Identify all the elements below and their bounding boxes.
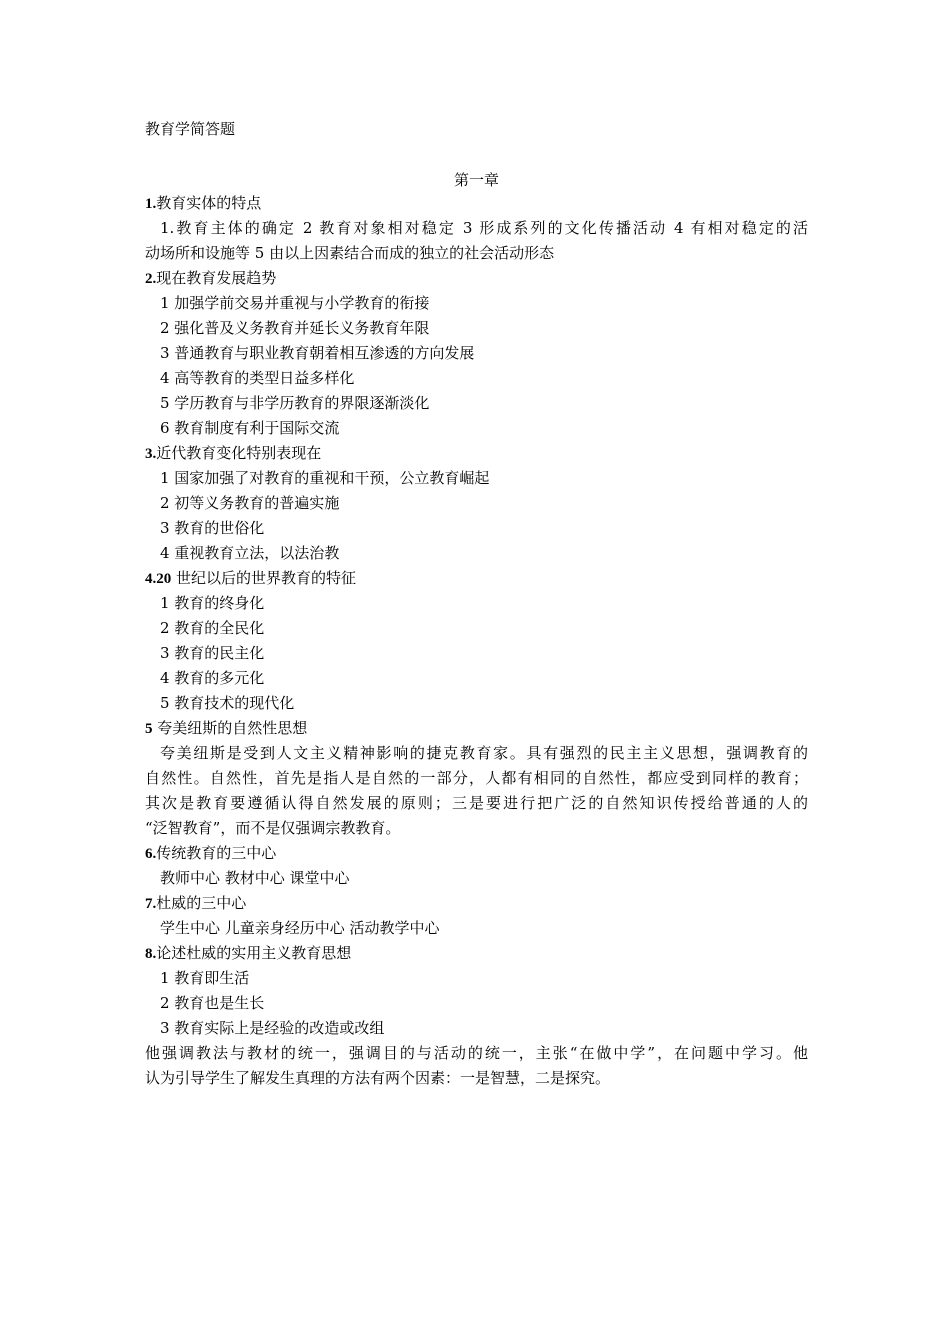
section-title: 夸美纽斯的自然性思想 bbox=[152, 719, 308, 737]
section-number: 7. bbox=[145, 896, 157, 912]
section-title: 论述杜威的实用主义教育思想 bbox=[156, 944, 352, 962]
section-heading bbox=[145, 191, 808, 216]
paragraph-line: 教师中心 教材中心 课堂中心 bbox=[160, 869, 350, 887]
section-title: 传统教育的三中心 bbox=[156, 844, 277, 862]
list-item: 3 教育的世俗化 bbox=[160, 519, 265, 537]
list-item: 3 教育的民主化 bbox=[160, 644, 265, 662]
section-number: 6. bbox=[145, 846, 157, 862]
section-title: 现在教育发展趋势 bbox=[156, 269, 277, 287]
section-heading bbox=[145, 941, 808, 966]
paragraph-line: 学生中心 儿童亲身经历中心 活动教学中心 bbox=[160, 919, 440, 937]
list-item: 4 教育的多元化 bbox=[160, 669, 265, 687]
paragraph-line: 认为引导学生了解发生真理的方法有两个因素：一是智慧，二是探究。 bbox=[145, 1069, 611, 1087]
section-heading bbox=[145, 266, 808, 291]
list-item: 1 国家加强了对教育的重视和干预，公立教育崛起 bbox=[160, 469, 490, 487]
section-heading bbox=[145, 891, 808, 916]
list-item: 3 教育实际上是经验的改造或改组 bbox=[160, 1019, 385, 1037]
document-title: 教育学简答题 bbox=[145, 120, 236, 138]
section-heading bbox=[145, 566, 808, 591]
list-item: 4 重视教育立法，以法治教 bbox=[160, 544, 340, 562]
paragraph-line: 夸美纽斯是受到人文主义精神影响的捷克教育家。具有强烈的民主主义思想，强调教育的 bbox=[160, 744, 808, 762]
list-item: 1 教育即生活 bbox=[160, 969, 250, 987]
list-item: 6 教育制度有利于国际交流 bbox=[160, 419, 340, 437]
list-item: 5 教育技术的现代化 bbox=[160, 694, 295, 712]
section-number: 3. bbox=[145, 446, 157, 462]
list-item: 2 教育也是生长 bbox=[160, 994, 265, 1012]
paragraph-line: “泛智教育”，而不是仅强调宗教教育。 bbox=[145, 819, 401, 837]
document-body bbox=[145, 191, 808, 1091]
section-number: 1. bbox=[145, 196, 157, 212]
paragraph-line: 1.教育主体的确定 2 教育对象相对稳定 3 形成系列的文化传播活动 4 有相对稳定的活 bbox=[160, 219, 808, 237]
paragraph-line: 自然性。自然性，首先是指人是自然的一部分，人都有相同的自然性，都应受到同样的教育； bbox=[145, 769, 808, 787]
section-title: 杜威的三中心 bbox=[156, 894, 247, 912]
chapter-title: 第一章 bbox=[453, 171, 499, 189]
list-item: 1 教育的终身化 bbox=[160, 594, 265, 612]
paragraph-line: 他强调教法与教材的统一，强调目的与活动的统一，主张“在做中学”，在问题中学习。他 bbox=[145, 1044, 808, 1062]
section-heading bbox=[145, 441, 808, 466]
list-item: 5 学历教育与非学历教育的界限逐渐淡化 bbox=[160, 394, 430, 412]
section-title: 近代教育变化特别表现在 bbox=[156, 444, 322, 462]
section-number: 4.20 bbox=[145, 571, 172, 587]
section-title: 世纪以后的世界教育的特征 bbox=[171, 569, 357, 587]
list-item: 2 教育的全民化 bbox=[160, 619, 265, 637]
section-number: 5 bbox=[145, 721, 153, 737]
list-item: 1 加强学前交易并重视与小学教育的衔接 bbox=[160, 294, 430, 312]
list-item: 2 初等义务教育的普遍实施 bbox=[160, 494, 340, 512]
list-item: 2 强化普及义务教育并延长义务教育年限 bbox=[160, 319, 430, 337]
section-number: 2. bbox=[145, 271, 157, 287]
section-number: 8. bbox=[145, 946, 157, 962]
list-item: 4 高等教育的类型日益多样化 bbox=[160, 369, 355, 387]
paragraph-line: 其次是教育要遵循认得自然发展的原则；三是要进行把广泛的自然知识传授给普通的人的 bbox=[145, 794, 808, 812]
section-heading bbox=[145, 841, 808, 866]
list-item: 3 普通教育与职业教育朝着相互渗透的方向发展 bbox=[160, 344, 475, 362]
section-title: 教育实体的特点 bbox=[156, 194, 262, 212]
paragraph-line: 动场所和设施等 5 由以上因素结合而成的独立的社会活动形态 bbox=[145, 244, 555, 262]
section-heading bbox=[145, 716, 808, 741]
